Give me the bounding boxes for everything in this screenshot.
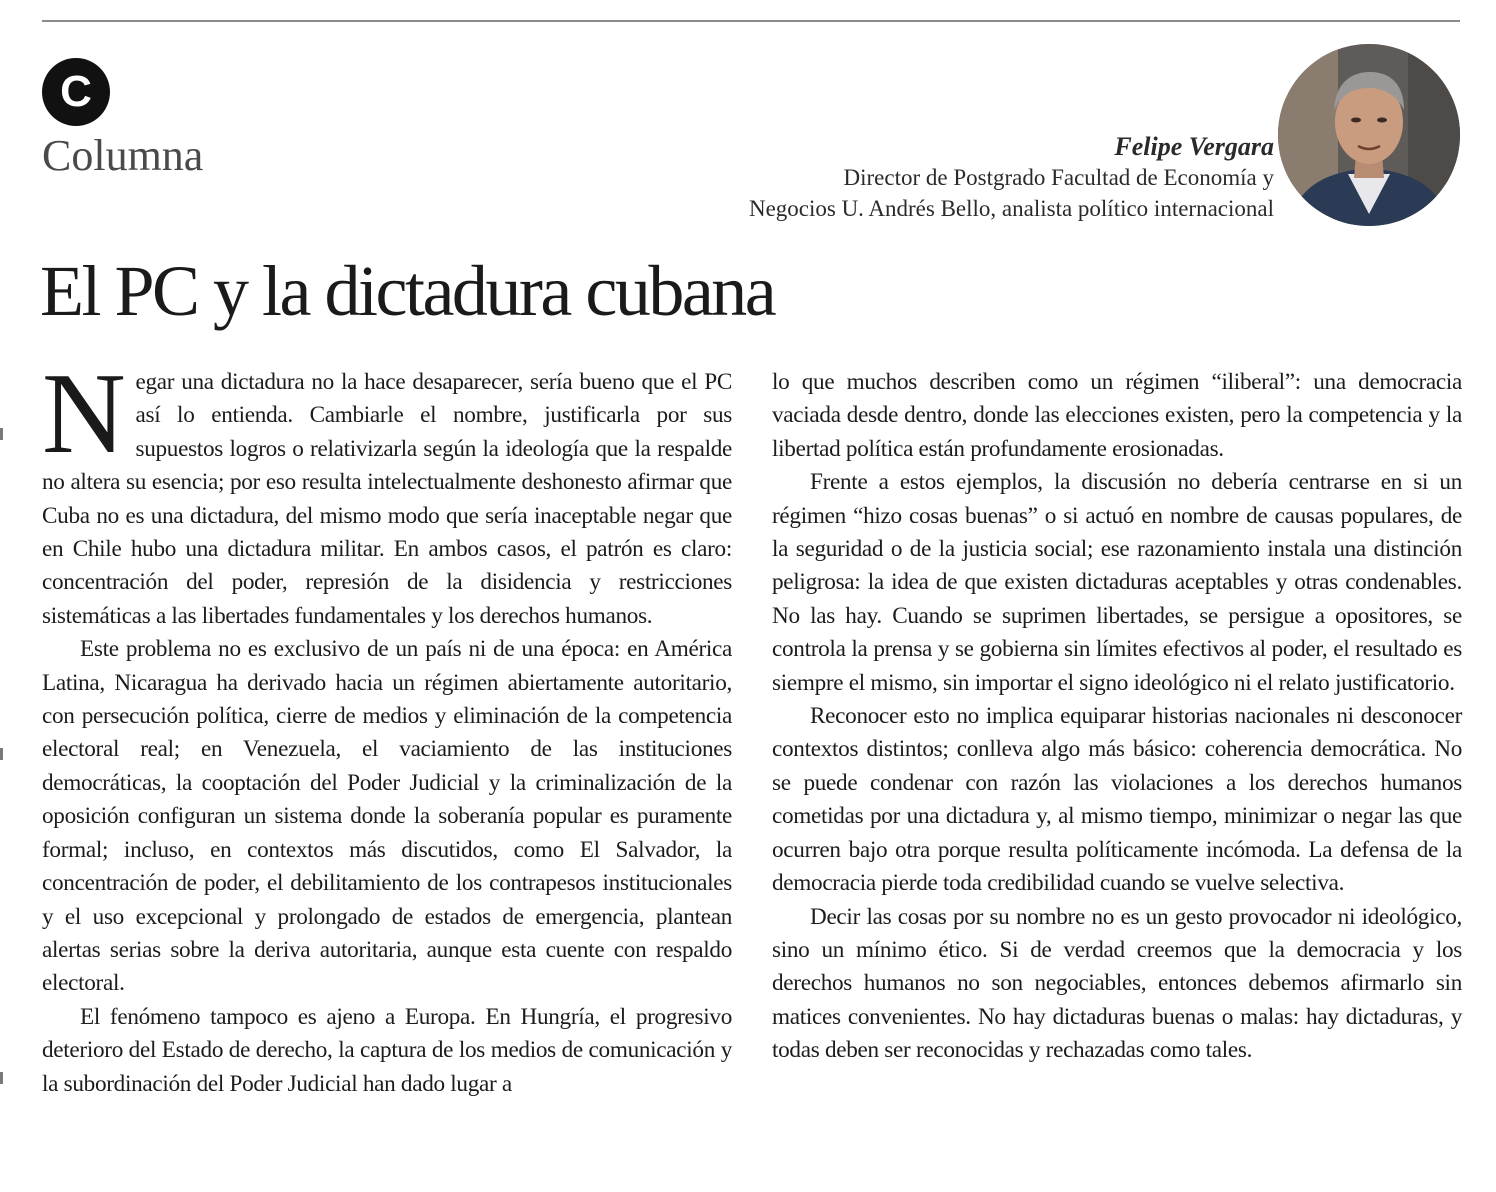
author-portrait-icon — [1278, 44, 1460, 226]
article-paragraph — [42, 350, 732, 633]
article-paragraph: Frente a estos ejemplos, la discusión no debería centrarse en si un régimen “hizo cosas buenas” o si actuó en nombre de causas populares, de la seguridad o de la justicia social; ese razonamiento instala una distinción peligrosa: la idea de que existen dictaduras aceptables y otras condenables. No las hay. Cuando se suprimen libertades, se persigue a opositores, se controla la prensa y se gobierna sin límites efectivos al poder, el resultado es siempre el mismo, sin importar el signo ideológico ni el relato justificatorio. — [772, 469, 1462, 696]
article-paragraph: lo que muchos describen como un régimen “iliberal”: una democracia vaciada desde dentro, donde las elecciones existen, pero la competencia y la libertad política están profundamente erosionadas. — [772, 369, 1462, 462]
article-column-right — [772, 366, 1462, 1068]
author-role-line-1: Director de Postgrado Facultad de Economía y — [843, 165, 1274, 190]
article-column-left — [42, 350, 732, 1101]
article-paragraph: Reconocer esto no implica equiparar historias nacionales ni desconocer contextos distintos; conlleva algo más básico: coherencia democrática. No se puede condenar con razón las violaciones a los derechos humanos cometidas por una dictadura y, al mismo tiempo, minimizar o negar las que ocurren bajo otra porque resulta políticamente incómoda. La defensa de la democracia pierde toda credibilidad cuando se vuelve selectiva. — [772, 703, 1462, 897]
drop-cap: N — [42, 350, 126, 478]
margin-tick — [0, 428, 3, 440]
margin-tick — [0, 748, 3, 760]
author-block — [749, 132, 1274, 224]
margin-tick — [0, 1072, 3, 1084]
author-avatar — [1278, 44, 1460, 226]
article-paragraph-text: egar una dictadura no la hace desaparecer, sería bueno que el PC así lo entienda. Cambiarle el nombre, justificarla por sus supuestos logros o relativizarla según la ideología que la respalde no altera su esencia; por eso resulta intelectualmente deshonesto afirmar que Cuba no es una dictadura, del mismo modo que sería inaceptable negar que en Chile hubo una dictadura militar. En ambos casos, el patrón es claro: concentración del poder, represión de la disidencia y restricciones sistemáticas a las libertades fundamentales y los derechos humanos. — [42, 369, 732, 629]
article-paragraph: El fenómeno tampoco es ajeno a Europa. En Hungría, el progresivo deterioro del Estado de derecho, la captura de los medios de comunicación y la subordinación del Poder Judicial han dado lugar a — [42, 1003, 732, 1097]
top-rule — [42, 20, 1460, 22]
article-paragraph: Decir las cosas por su nombre no es un gesto provocador ni ideológico, sino un mínimo ético. Si de verdad creemos que la democracia y los derechos humanos no son negociables, entonces debemos afirmarlo sin matices convenientes. No hay dictaduras buenas o malas: hay dictaduras, y todas deben ser reconocidas y rechazadas como tales. — [772, 903, 1462, 1064]
section-label: Columna — [42, 131, 204, 180]
headline: El PC y la dictadura cubana — [40, 251, 775, 331]
author-role-line-2: Negocios U. Andrés Bello, analista político internacional — [748, 196, 1274, 221]
section-badge-icon: C — [42, 58, 110, 126]
article-paragraph: Este problema no es exclusivo de un país ni de una época: en América Latina, Nicaragua ha derivado hacia un régimen abiertamente autoritario, con persecución política, cierre de medios y eliminación de la competencia electoral real; en Venezuela, el vaciamiento de las instituciones democráticas, la cooptación del Poder Judicial y la criminalización de la oposición configuran un sistema donde la soberanía popular es puramente formal; incluso, en contextos más discutidos, como El Salvador, la concentración de poder, el debilitamiento de los contrapesos institucionales y el uso excepcional y prolongado de estados de emergencia, plantean alertas serias sobre la deriva autoritaria, aunque esta cuente con respaldo electoral. — [42, 636, 732, 997]
author-name: Felipe Vergara — [1114, 132, 1274, 161]
